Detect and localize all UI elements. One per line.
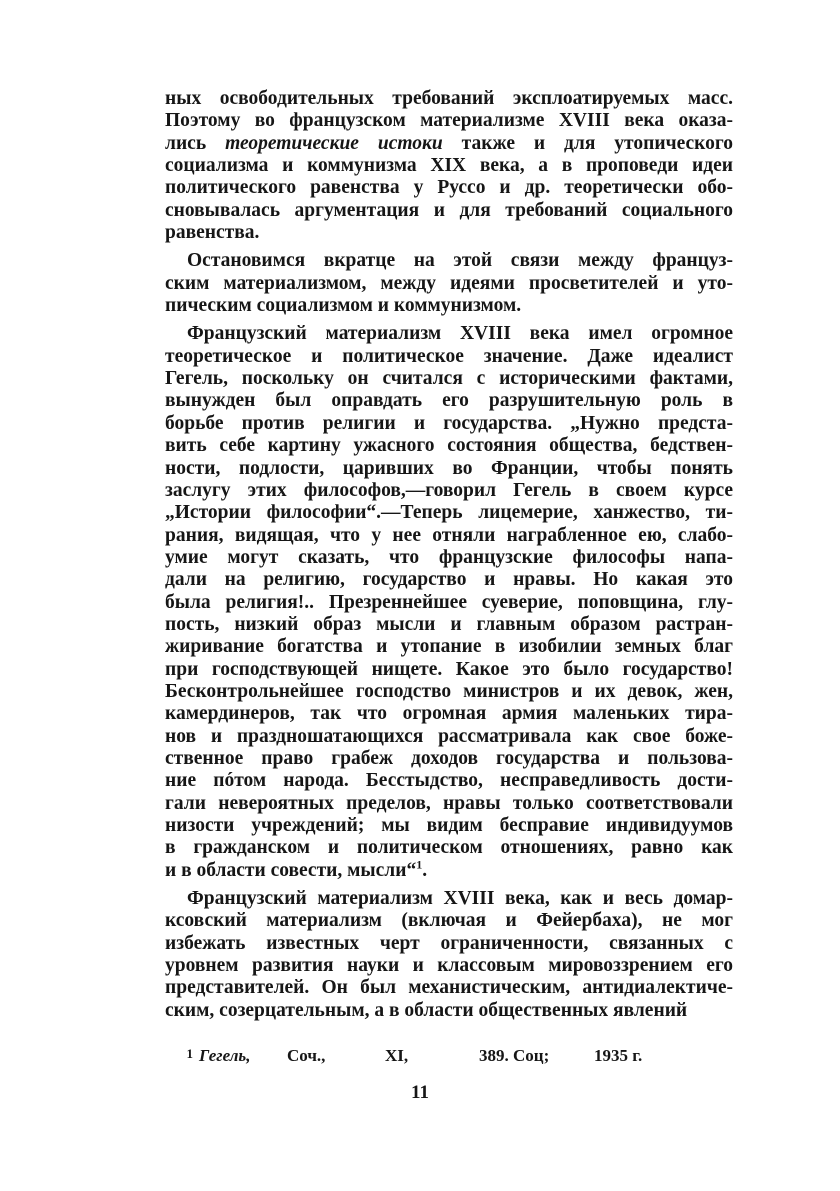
- text-line: дали на религию, государство и нравы. Но какая это: [165, 569, 733, 591]
- emphasis: теоретические истоки: [225, 132, 443, 154]
- text-line: заслугу этих философов,—говорил Гегель в своем курсе: [165, 479, 733, 501]
- text-run: также и для утопического: [442, 132, 733, 154]
- footnote-text-2: XI,: [385, 1046, 409, 1065]
- text-line: избежать известных черт ограниченности, связанных с: [165, 932, 733, 954]
- text-line: „Истории философии“.—Теперь лицемерие, ханжество, ти-: [165, 502, 733, 524]
- text-line: Бесконтрольнейшее господство министров и их девок, жен,: [165, 680, 733, 702]
- text-line: ности, подлости, царивших во Франции, чтобы понять: [165, 457, 733, 479]
- paragraph: [165, 88, 733, 244]
- text-run: лись: [165, 132, 226, 154]
- text-line: [165, 857, 733, 882]
- text-line: Гегель, поскольку он считался с историческими фактами,: [165, 368, 733, 390]
- text-line: равенства.: [165, 222, 260, 244]
- text-line: камердинеров, так что огромная армия маленьких тира-: [165, 703, 733, 725]
- footnote-text-4: 1935 г.: [594, 1046, 643, 1065]
- paragraph: [165, 250, 733, 317]
- text-line: ксовский материализм (включая и Фейербаха), не мог: [165, 910, 733, 932]
- text-run: .: [422, 859, 428, 881]
- text-line: борьбе против религии и государства. „Нужно предста-: [165, 412, 733, 434]
- text-line: Остановимся вкратце на этой связи между француз-: [187, 250, 733, 272]
- text-line: [165, 133, 733, 155]
- text-line: ским материализмом, между идеями просветителей и уто-: [165, 272, 733, 294]
- text-line: Французский материализм XVIII века, как и весь домар-: [187, 888, 733, 910]
- text-line: представителей. Он был механистическим, антидиалектиче-: [165, 977, 733, 999]
- text-line: жиривание богатства и утопание в изобилии земных благ: [165, 636, 733, 658]
- text-run: и в области совести, мысли“: [165, 859, 417, 881]
- text-line: была религия!.. Презреннейшее суеверие, поповщина, глу-: [165, 591, 733, 613]
- paragraph: [165, 323, 733, 882]
- text-line: уровнем развития науки и классовым мировоззрением его: [165, 955, 733, 977]
- text-line: умие могут сказать, что французские философы напа-: [165, 546, 733, 568]
- text-line: вить себе картину ужасного состояния общества, бедствен-: [165, 435, 733, 457]
- text-line: ственное право грабеж доходов государства и пользова-: [165, 747, 733, 769]
- text-line: ние пóтом народа. Бесстыдство, несправедливость дости-: [165, 770, 733, 792]
- text-line: рания, видящая, что у нее отняли награбленное ею, слабо-: [165, 524, 733, 546]
- footnote-author: Гегель,: [199, 1046, 251, 1065]
- text-line: нов и праздношатающихся рассматривала как свое боже-: [165, 725, 733, 747]
- footnote-text-1: Соч.,: [287, 1046, 326, 1065]
- page-body: [165, 88, 733, 1022]
- text-line: Французский материализм XVIII века имел огромное: [187, 323, 733, 345]
- text-line: теоретическое и политическое значение. Даже идеалист: [165, 345, 733, 367]
- paragraph: [165, 888, 733, 1022]
- text-line: пость, низкий образ мысли и главным образом растран-: [165, 613, 733, 635]
- text-line: ных освободительных требований эксплоатируемых масс.: [165, 88, 733, 109]
- text-line: пическим социализмом и коммунизмом.: [165, 295, 522, 317]
- text-line: социализма и коммунизма XIX века, а в проповеди идеи: [165, 155, 733, 177]
- page-number: 11: [411, 1082, 429, 1103]
- footnote-text-3: 389. Соц;: [479, 1046, 550, 1065]
- text-line: ским, созерцательным, а в области общественных явлений: [165, 999, 688, 1021]
- footnote: [165, 1046, 733, 1066]
- text-line: низости учреждений; мы видим бесправие индивидуумов: [165, 815, 733, 836]
- text-line: сновывалась аргументация и для требований социального: [165, 199, 733, 221]
- footnote-marker: 1: [186, 1046, 193, 1061]
- text-line: Поэтому во французском материализме XVIII века оказа-: [165, 110, 733, 132]
- footnote-ref: 1: [416, 857, 423, 872]
- text-line: вынужден был оправдать его разрушительную роль в: [165, 390, 733, 412]
- text-line: гали невероятных пределов, нравы только соответствовали: [165, 792, 733, 814]
- text-line: политического равенства у Руссо и др. теоретически обо-: [165, 177, 733, 199]
- text-line: при господствующей нищете. Какое это было государство!: [165, 658, 733, 680]
- text-line: в гражданском и политическом отношениях, равно как: [165, 837, 733, 859]
